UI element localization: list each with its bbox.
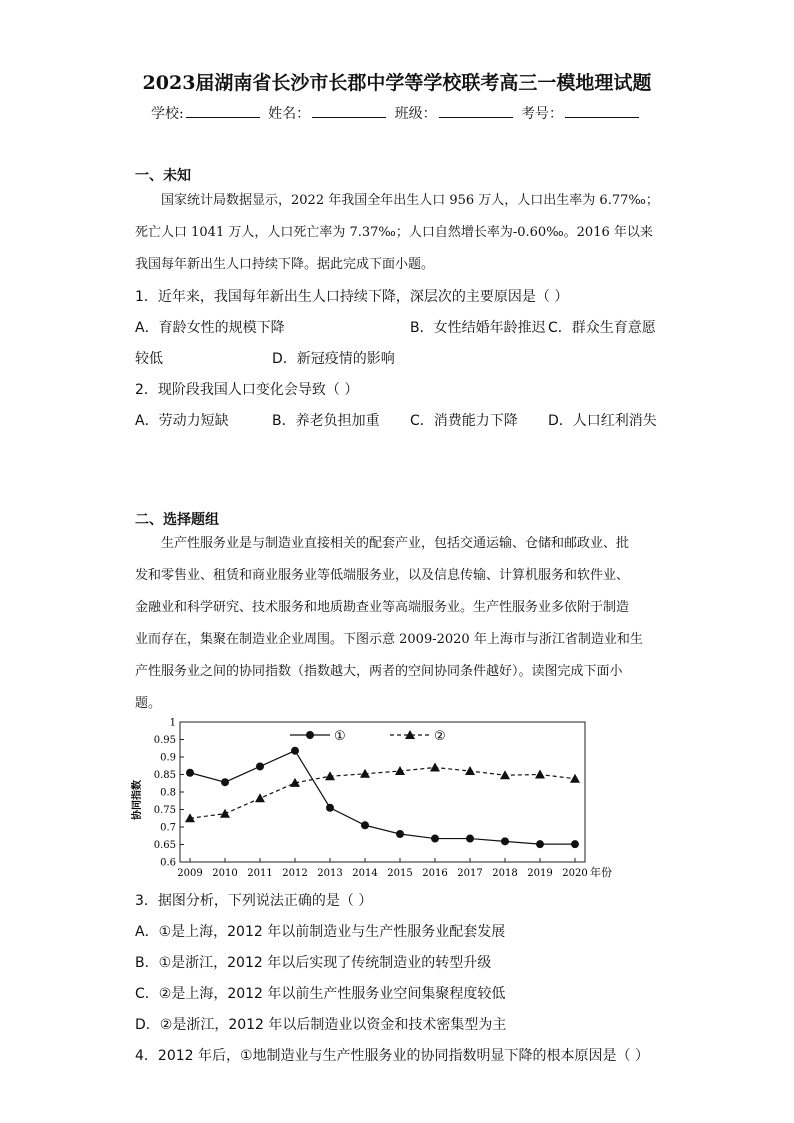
data-point	[256, 762, 264, 770]
y-tick-label: 0.8	[160, 787, 176, 799]
passage-line: 国家统计局数据显示，2022 年我国全年出生人口 956 万人，人口出生率为 6.77‰；	[161, 193, 659, 208]
section-2-passage	[135, 528, 665, 720]
x-tick-label: 2012	[282, 868, 308, 879]
y-tick-label: 0.9	[160, 752, 176, 764]
x-axis-ticks	[177, 858, 587, 879]
y-tick-label: 0.95	[153, 735, 176, 746]
x-tick-label: 2011	[247, 868, 273, 879]
passage-line: 生产性服务业是与制造业直接相关的配套产业，包括交通运输、仓储和邮政业、批	[161, 536, 630, 551]
data-point	[465, 766, 475, 775]
x-tick-label: 2013	[317, 868, 343, 879]
plot-frame	[180, 722, 585, 862]
data-point	[360, 769, 370, 778]
q3-option-a[interactable]: A．①是上海，2012 年以前制造业与生产性服务业配套发展	[135, 924, 506, 940]
data-point	[186, 769, 194, 777]
q3-option-d[interactable]: D．②是浙江，2012 年以后制造业以资金和技术密集型为主	[135, 1017, 507, 1033]
passage-line: 发和零售业、租赁和商业服务业等低端服务业，以及信息传输、计算机服务和软件业、	[135, 568, 630, 583]
q2-option-b[interactable]: B．养老负担加重	[272, 413, 380, 429]
exam-no-label: 考号：	[521, 106, 564, 122]
series-2	[185, 763, 580, 823]
data-point	[221, 778, 229, 786]
coordination-index-chart	[0, 712, 794, 882]
class-label: 班级：	[394, 106, 437, 122]
x-tick-label: 2014	[352, 868, 378, 879]
data-point	[571, 840, 579, 848]
q1-option-d[interactable]: D．新冠疫情的影响	[272, 351, 395, 367]
x-tick-label: 2015	[387, 868, 413, 879]
series-1	[186, 747, 579, 848]
data-point	[396, 830, 404, 838]
data-point	[220, 809, 230, 818]
passage-line: 产性服务业之间的协同指数（指数越大，两者的空间协同条件越好）。读图完成下面小	[135, 664, 623, 679]
q1-option-c-continued: 较低	[135, 351, 163, 367]
legend-label: ②	[434, 729, 446, 744]
x-tick-label: 2019	[527, 868, 553, 879]
series-line	[190, 751, 575, 844]
q1-option-c[interactable]: C．群众生育意愿	[548, 320, 656, 336]
name-blank[interactable]	[312, 103, 386, 118]
question-1-stem: 1．近年来，我国每年新出生人口持续下降，深层次的主要原因是（ ）	[135, 289, 569, 305]
question-2-stem: 2．现阶段我国人口变化会导致（ ）	[135, 382, 359, 398]
q2-option-a[interactable]: A．劳动力短缺	[135, 413, 229, 429]
student-info-row	[0, 103, 794, 123]
q2-option-d[interactable]: D．人口红利消失	[548, 413, 657, 429]
data-point	[361, 821, 369, 829]
passage-line: 我国每年新出生人口持续下降。据此完成下面小题。	[135, 257, 435, 272]
q1-option-b[interactable]: B．女性结婚年龄推迟	[410, 320, 546, 336]
data-point	[570, 774, 580, 783]
y-tick-label: 0.65	[153, 840, 176, 851]
data-point	[466, 835, 474, 843]
section-2-heading: 二、选择题组	[135, 512, 219, 528]
data-point	[431, 835, 439, 843]
series-line	[190, 768, 575, 819]
section-1-heading: 一、未知	[135, 168, 191, 184]
data-point	[430, 763, 440, 772]
chart-legend	[290, 729, 446, 744]
name-label: 姓名：	[268, 106, 311, 122]
legend-label: ①	[334, 729, 346, 744]
question-3-stem: 3．据图分析，下列说法正确的是（ ）	[135, 893, 373, 909]
y-tick-label: 0.6	[160, 857, 176, 869]
data-point	[291, 747, 299, 755]
exam-no-blank[interactable]	[565, 103, 639, 118]
data-point	[536, 840, 544, 848]
question-4-stem: 4．2012 年后，①地制造业与生产性服务业的协同指数明显下降的根本原因是（ ）	[135, 1048, 649, 1064]
q3-option-c[interactable]: C．②是上海，2012 年以前生产性服务业空间集聚程度较低	[135, 986, 506, 1002]
data-point	[326, 804, 334, 812]
y-tick-label: 1	[169, 717, 176, 729]
class-blank[interactable]	[439, 103, 513, 118]
q2-option-c[interactable]: C．消费能力下降	[410, 413, 518, 429]
document-title: 2023届湖南省长沙市长郡中学等学校联考高三一模地理试题	[142, 72, 652, 94]
passage-line: 金融业和科学研究、技术服务和地质勘查业等高端服务业。生产性服务业多依附于制造	[135, 600, 630, 615]
x-tick-label: 2020	[562, 868, 588, 879]
school-blank[interactable]	[186, 103, 260, 118]
data-point	[395, 766, 405, 775]
y-tick-label: 0.75	[153, 805, 176, 816]
school-label: 学校:	[150, 106, 184, 122]
x-tick-label: 2016	[422, 868, 448, 879]
x-tick-label: 2010	[212, 868, 238, 879]
data-point	[535, 770, 545, 779]
q3-option-b[interactable]: B．①是浙江，2012 年以后实现了传统制造业的转型升级	[135, 955, 492, 971]
y-tick-label: 0.85	[153, 770, 176, 781]
y-axis-ticks	[154, 718, 184, 869]
section-1-passage	[135, 185, 665, 281]
passage-line: 业而存在，集聚在制造业企业周围。下图示意 2009-2020 年上海市与浙江省制造业和生	[135, 632, 643, 647]
passage-line: 题。	[135, 696, 162, 711]
chart-axes	[180, 722, 585, 862]
data-point	[500, 770, 510, 779]
chart-series	[185, 747, 580, 848]
x-tick-label: 2018	[492, 868, 518, 879]
data-point	[306, 731, 314, 739]
data-point	[255, 793, 265, 802]
y-axis-label: 协同指数	[132, 780, 143, 820]
x-tick-label: 2009	[177, 868, 203, 879]
data-point	[501, 837, 509, 845]
y-tick-label: 0.7	[160, 822, 176, 834]
x-tick-label: 2017	[457, 868, 483, 879]
passage-line: 死亡人口 1041 万人，人口死亡率为 7.37‰；人口自然增长率为-0.60‰。2016 年以来	[135, 225, 653, 240]
x-axis-label: 年份	[590, 866, 612, 879]
q1-option-a[interactable]: A．育龄女性的规模下降	[135, 320, 285, 336]
